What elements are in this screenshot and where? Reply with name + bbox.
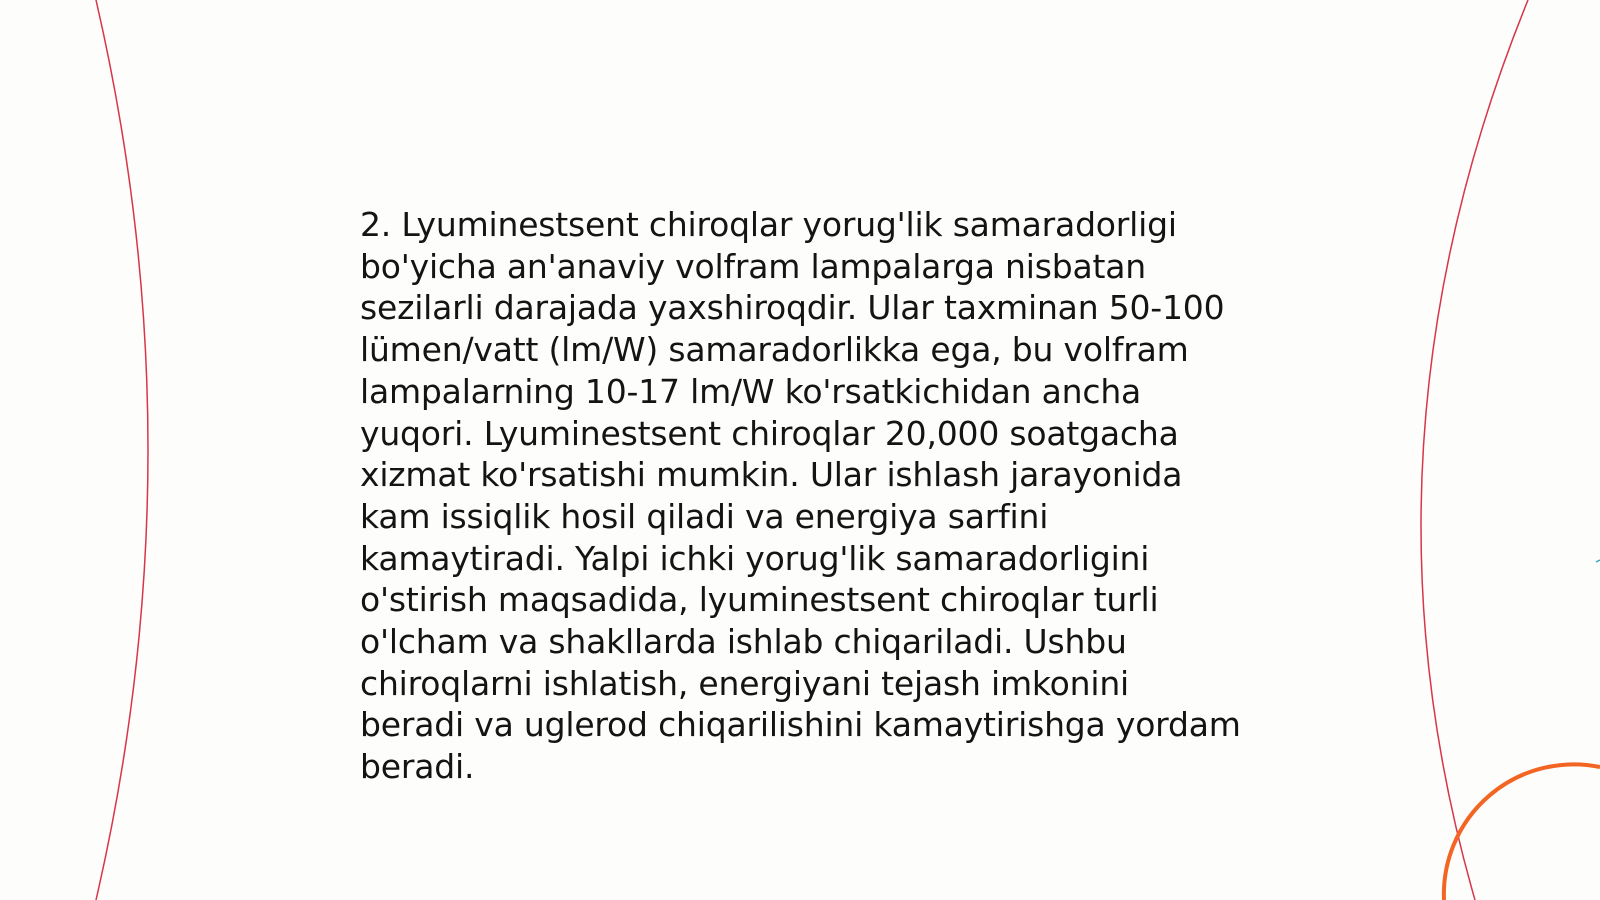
slide-body-text: 2. Lyuminestsent chiroqlar yorug'lik samaradorligi bo'yicha an'anaviy volfram lampalarga nisbatan sezilarli darajada yaxshiroqdir. Ular taxminan 50-100 lümen/vatt (lm/W) samaradorlikka ega, bu volfram lampalarning 10-17 lm/W ko'rsatkichidan ancha yuqori. Lyuminestsent chiroqlar 20,000 soatgacha xizmat ko'rsatishi mumkin. Ular ishlash jarayonida kam issiqlik hosil qiladi va energiya sarfini kamaytiradi. Yalpi ichki yorug'lik samaradorligini o'stirish maqsadida, lyuminestsent chiroqlar turli o'lcham va shakllarda ishlab chiqariladi. Ushbu chiroqlarni ishlatish, energiyani tejash imkonini beradi va uglerod chiqarilishini kamaytirishga yordam beradi. (360, 205, 1241, 787)
left-arc-line (96, 0, 148, 900)
orange-circle-arc (1444, 764, 1600, 900)
small-teal-mark (1596, 560, 1600, 562)
right-arc-line (1421, 0, 1528, 900)
